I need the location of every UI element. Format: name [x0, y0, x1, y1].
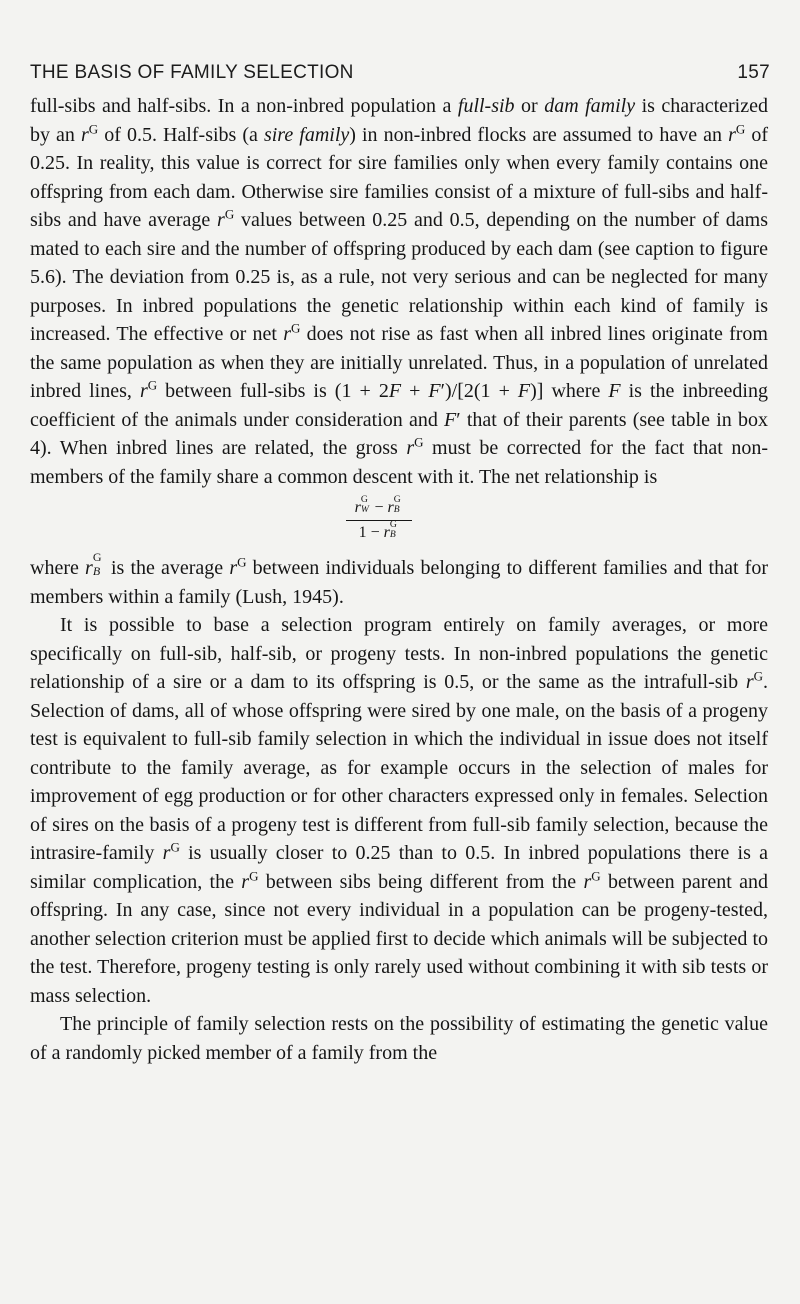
body-text [30, 92, 768, 1067]
running-header [30, 62, 770, 84]
page-number: 157 [737, 62, 770, 83]
running-title: THE BASIS OF FAMILY SELECTION [30, 62, 354, 83]
paragraph-4: The principle of family selection rests on the possibility of estimating the genetic value of a randomly picked member of a family from the [30, 1013, 768, 1064]
paragraph-1: full-sibs and half-sibs. In a non-inbred population a full-sib or dam family is characterized by an $r^G$ of 0.5. Half-sibs (a sire family) in non-inbred flocks are assumed to have an $r^G$ of 0.25. In reality, this value is correct for sire families only when every family contains one offspring from each dam. Otherwise sire families consist of a mixture of full-sibs and half-sibs and have average $r^G$ values between 0.25 and 0.5, depending on the number of dams mated to each sire and the number of offspring produced by each dam (see caption to figure 5.6). The deviation from 0.25 is, as a rule, not very serious and can be neglected for many purposes. In inbred populations the genetic relationship within each kind of family is increased. The effective or net $r^G$ does not rise as fast when all inbred lines originate from the same population as when they are initially unrelated. Thus, in a population of unrelated inbred lines, $r^G$ between full-sibs is (1 + 2F + F′)/[2(1 + F)] where F is the inbreeding coefficient of the animals under consideration and F′ that of their parents (see table in box 4). When inbred lines are related, the gross $r^G$ must be corrected for the fact that non-members of the family share a common descent with it. The net relationship is [30, 95, 768, 488]
net-relationship-formula [339, 493, 419, 542]
formula-numerator: r G W − r G B [354, 493, 401, 516]
formula-denominator: 1 − r G B [346, 520, 412, 542]
paragraph-2: where r G B is the average $r^G$ between individuals belonging to different families and that for members within a family (Lush, 1945). [30, 550, 768, 608]
paragraph-3: It is possible to base a selection program entirely on family averages, or more specifically on full-sib, half-sib, or progeny tests. In non-inbred populations the genetic relationship of a sire or a dam to its offspring is 0.5, or the same as the intrafull-sib $r^G$. Selection of dams, all of whose offspring were sired by one male, on the basis of a progeny test is equivalent to full-sib family selection in which the individual in issue does not itself contribute to the family average, as for example occurs in the selection of males for improvement of egg production or for other characters expressed only in females. Selection of sires on the basis of a progeny test is different from full-sib family selection, because the intrasire-family $r^G$ is usually closer to 0.25 than to 0.5. In inbred populations there is a similar complication, the $r^G$ between sibs being different from the $r^G$ between parent and offspring. In any case, since not every individual in a population can be progeny-tested, another selection criterion must be applied first to decide which animals will be subjected to the test. Therefore, progeny testing is only rarely used without combining it with sib tests or mass selection. [30, 614, 769, 1007]
